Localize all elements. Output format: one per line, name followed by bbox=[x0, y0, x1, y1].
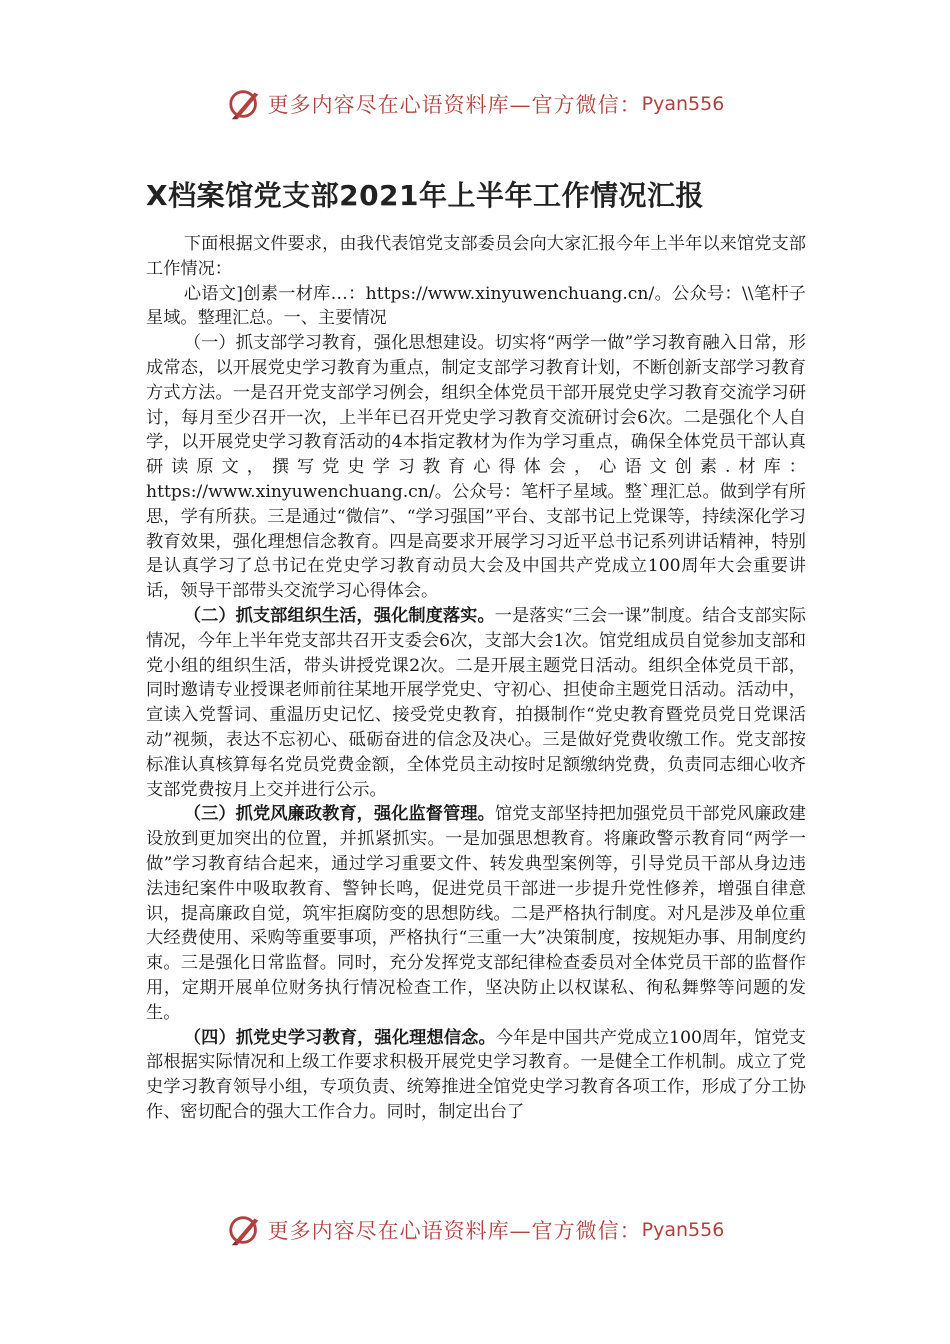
paragraph-intro: 下面根据文件要求，由我代表馆党支部委员会向大家汇报今年上半年以来馆党支部工作情况： bbox=[146, 234, 806, 279]
watermark-wechat-id: Pyan556 bbox=[641, 93, 725, 115]
paragraph-source-note: 心语文]创素一材库…：https://www.xinyuwenchuang.cn/。公众号：\\笔杆子星域。整理汇总。一、主要情况 bbox=[146, 283, 806, 329]
pen-brush-logo-icon bbox=[226, 1211, 264, 1249]
paragraph-section-2: （二）抓支部组织生活，强化制度落实。一是落实“三会一课”制度。结合支部实际情况，今年上半年党支部共召开支委会6次，支部大会1次。馆党组成员自觉参加支部和党小组的组织生活，带头讲授党课2次。二是开展主题党日活动。组织全体党员干部，同时邀请专业授课老师前往某地开展学党史、守初心、担使命主题党日活动。活动中，宣读入党誓词、重温历史记忆、接受党史教育，拍摄制作“党史教育暨党员党日党课活动”视频，表达不忘初心、砥砺奋进的信念及决心。三是做好党费收缴工作。党支部按标准认真核算每名党员党费金额，全体党员主动按时足额缴纳党费，负责同志细心收齐支部党费按月上交并进行公示。 bbox=[146, 605, 806, 800]
watermark-wechat-id: Pyan556 bbox=[641, 1219, 725, 1241]
footer-watermark bbox=[0, 1208, 950, 1252]
paragraph-section-3: （三）抓党风廉政教育，强化监督管理。馆党支部坚持把加强党员干部党风廉政建设放到更加突出的位置，并抓紧抓实。一是加强思想教育。将廉政警示教育同“两学一做”学习教育结合起来，通过学习重要文件、转发典型案例等，引导党员干部从身边违法违纪案件中吸取教育、警钟长鸣，促进党员干部进一步提升党性修养，增强自律意识，提高廉政自觉，筑牢拒腐防变的思想防线。二是严格执行制度。对凡是涉及单位重大经费使用、采购等重要事项，严格执行“三重一大”决策制度，按规矩办事、用制度约束。三是强化日常监督。同时，充分发挥党支部纪律检查委员对全体党员干部的监督作用，定期开展单位财务执行情况检查工作，坚决防止以权谋私、徇私舞弊等问题的发生。 bbox=[146, 804, 806, 1023]
pen-brush-logo-icon bbox=[226, 85, 264, 123]
document-body bbox=[146, 232, 806, 1125]
document-title: X档案馆党支部2021年上半年工作情况汇报 bbox=[146, 179, 705, 212]
header-watermark bbox=[0, 82, 950, 126]
section-3-heading: （三）抓党风廉政教育，强化监督管理。 bbox=[183, 804, 495, 825]
paragraph-section-1: （一）抓支部学习教育，强化思想建设。切实将“两学一做”学习教育融入日常，形成常态，以开展党史学习教育为重点，制定支部学习教育计划，不断创新支部学习教育方式方法。一是召开党支部学习例会，组织全体党员干部开展党史学习教育交流学习研讨，每月至少召开一次，上半年已召开党史学习教育交流研讨会6次。二是强化个人自学，以开展党史学习教育活动的4本指定教材为作为学习重点，确保全体党员干部认真研读原文，撰写党史学习教育心得体会，心语文创素.材库：https://www.xinyuwenchuang.cn/。公众号：笔杆子星域。整`理汇总。做到学有所思，学有所获。三是通过“微信”、“学习强国”平台、支部书记上党课等，持续深化学习教育效果，强化理想信念教育。四是高要求开展学习习近平总书记系列讲话精神，特别是认真学习了总书记在党史学习教育动员大会及中国共产党成立100周年大会重要讲话，领导干部带头交流学习心得体会。 bbox=[146, 333, 806, 602]
section-2-heading: （二）抓支部组织生活，强化制度落实。 bbox=[183, 605, 495, 626]
paragraph-section-4: （四）抓党史学习教育，强化理想信念。今年是中国共产党成立100周年，馆党支部根据实际情况和上级工作要求积极开展党史学习教育。一是健全工作机制。成立了党史学习教育领导小组，专项负责、统筹推进全馆党史学习教育各项工作，形成了分工协作、密切配合的强大工作合力。同时，制定出台了 bbox=[146, 1027, 806, 1122]
section-4-heading: （四）抓党史学习教育，强化理想信念。 bbox=[183, 1027, 496, 1048]
watermark-text: 更多内容尽在心语资料库—官方微信： bbox=[267, 93, 642, 117]
watermark-text: 更多内容尽在心语资料库—官方微信： bbox=[267, 1219, 642, 1243]
